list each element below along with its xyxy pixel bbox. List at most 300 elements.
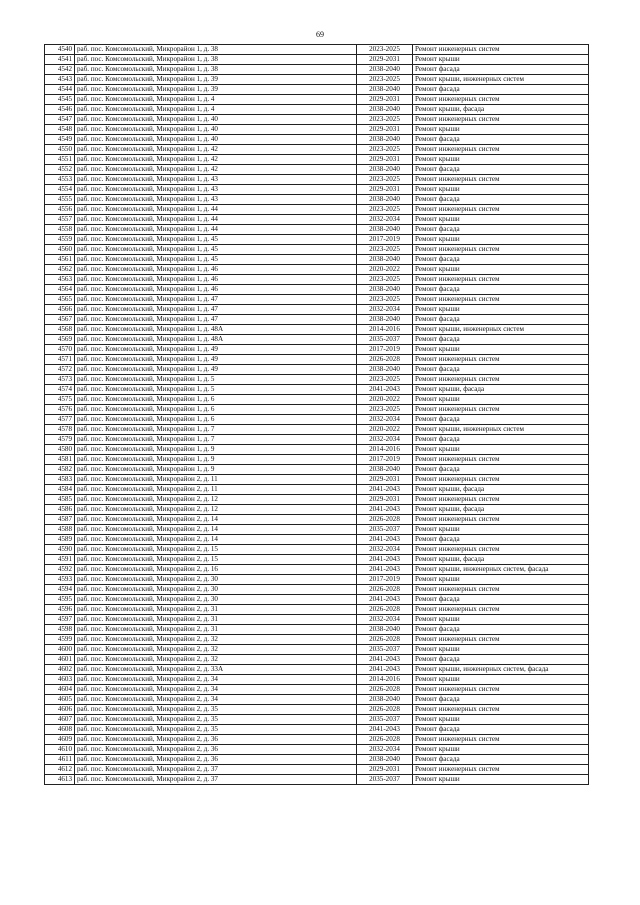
work-type-cell: Ремонт крыши	[413, 745, 589, 755]
period-cell: 2032-2034	[357, 305, 413, 315]
table-row	[45, 85, 589, 95]
table-row	[45, 345, 589, 355]
period-cell: 2041-2043	[357, 565, 413, 575]
row-number-cell: 4562	[45, 265, 75, 275]
work-type-cell: Ремонт крыши	[413, 395, 589, 405]
row-number-cell: 4552	[45, 165, 75, 175]
table-row	[45, 575, 589, 585]
address-cell: раб. пос. Комсомольский, Микрорайон 2, д. 11	[75, 485, 357, 495]
work-type-cell: Ремонт фасада	[413, 315, 589, 325]
row-number-cell: 4548	[45, 125, 75, 135]
table-row	[45, 635, 589, 645]
row-number-cell: 4599	[45, 635, 75, 645]
address-cell: раб. пос. Комсомольский, Микрорайон 1, д. 44	[75, 225, 357, 235]
work-type-cell: Ремонт фасада	[413, 255, 589, 265]
address-cell: раб. пос. Комсомольский, Микрорайон 1, д. 40	[75, 135, 357, 145]
work-type-cell: Ремонт фасада	[413, 85, 589, 95]
table-row	[45, 385, 589, 395]
row-number-cell: 4592	[45, 565, 75, 575]
row-number-cell: 4572	[45, 365, 75, 375]
work-type-cell: Ремонт крыши, инженерных систем	[413, 425, 589, 435]
table-row	[45, 155, 589, 165]
period-cell: 2023-2025	[357, 115, 413, 125]
period-cell: 2035-2037	[357, 525, 413, 535]
row-number-cell: 4567	[45, 315, 75, 325]
row-number-cell: 4609	[45, 735, 75, 745]
work-type-cell: Ремонт фасада	[413, 725, 589, 735]
row-number-cell: 4603	[45, 675, 75, 685]
table-row	[45, 505, 589, 515]
address-cell: раб. пос. Комсомольский, Микрорайон 1, д. 43	[75, 175, 357, 185]
work-type-cell: Ремонт фасада	[413, 655, 589, 665]
row-number-cell: 4613	[45, 775, 75, 785]
table-row	[45, 515, 589, 525]
address-cell: раб. пос. Комсомольский, Микрорайон 2, д. 15	[75, 545, 357, 555]
row-number-cell: 4594	[45, 585, 75, 595]
address-cell: раб. пос. Комсомольский, Микрорайон 2, д. 34	[75, 695, 357, 705]
address-cell: раб. пос. Комсомольский, Микрорайон 2, д. 12	[75, 495, 357, 505]
period-cell: 2020-2022	[357, 265, 413, 275]
table-row	[45, 355, 589, 365]
address-cell: раб. пос. Комсомольский, Микрорайон 1, д. 45	[75, 255, 357, 265]
row-number-cell: 4556	[45, 205, 75, 215]
address-cell: раб. пос. Комсомольский, Микрорайон 2, д. 37	[75, 765, 357, 775]
table-row	[45, 315, 589, 325]
row-number-cell: 4571	[45, 355, 75, 365]
period-cell: 2017-2019	[357, 235, 413, 245]
work-type-cell: Ремонт крыши, фасада	[413, 555, 589, 565]
table-row	[45, 145, 589, 155]
table-row	[45, 605, 589, 615]
row-number-cell: 4608	[45, 725, 75, 735]
work-type-cell: Ремонт крыши	[413, 345, 589, 355]
row-number-cell: 4610	[45, 745, 75, 755]
work-type-cell: Ремонт крыши, инженерных систем, фасада	[413, 665, 589, 675]
address-cell: раб. пос. Комсомольский, Микрорайон 1, д. 9	[75, 465, 357, 475]
table-row	[45, 265, 589, 275]
work-type-cell: Ремонт крыши	[413, 715, 589, 725]
table-row	[45, 455, 589, 465]
address-cell: раб. пос. Комсомольский, Микрорайон 1, д. 43	[75, 185, 357, 195]
period-cell: 2038-2040	[357, 195, 413, 205]
address-cell: раб. пос. Комсомольский, Микрорайон 1, д. 45	[75, 245, 357, 255]
table-row	[45, 185, 589, 195]
repair-schedule-table	[44, 44, 589, 785]
period-cell: 2017-2019	[357, 345, 413, 355]
work-type-cell: Ремонт крыши, фасада	[413, 385, 589, 395]
row-number-cell: 4551	[45, 155, 75, 165]
work-type-cell: Ремонт фасада	[413, 65, 589, 75]
work-type-cell: Ремонт инженерных систем	[413, 455, 589, 465]
work-type-cell: Ремонт инженерных систем	[413, 705, 589, 715]
row-number-cell: 4565	[45, 295, 75, 305]
work-type-cell: Ремонт фасада	[413, 755, 589, 765]
table-row	[45, 395, 589, 405]
period-cell: 2023-2025	[357, 205, 413, 215]
table-row	[45, 305, 589, 315]
address-cell: раб. пос. Комсомольский, Микрорайон 2, д. 16	[75, 565, 357, 575]
row-number-cell: 4550	[45, 145, 75, 155]
table-row	[45, 415, 589, 425]
work-type-cell: Ремонт фасада	[413, 465, 589, 475]
period-cell: 2029-2031	[357, 765, 413, 775]
table-body	[45, 45, 589, 785]
table-row	[45, 245, 589, 255]
work-type-cell: Ремонт инженерных систем	[413, 375, 589, 385]
table-row	[45, 775, 589, 785]
table-row	[45, 175, 589, 185]
work-type-cell: Ремонт инженерных систем	[413, 145, 589, 155]
table-row	[45, 765, 589, 775]
row-number-cell: 4605	[45, 695, 75, 705]
table-row	[45, 275, 589, 285]
address-cell: раб. пос. Комсомольский, Микрорайон 1, д. 5	[75, 385, 357, 395]
row-number-cell: 4581	[45, 455, 75, 465]
work-type-cell: Ремонт инженерных систем	[413, 45, 589, 55]
row-number-cell: 4555	[45, 195, 75, 205]
work-type-cell: Ремонт инженерных систем	[413, 515, 589, 525]
period-cell: 2041-2043	[357, 595, 413, 605]
work-type-cell: Ремонт фасада	[413, 535, 589, 545]
row-number-cell: 4570	[45, 345, 75, 355]
table-row	[45, 465, 589, 475]
period-cell: 2038-2040	[357, 135, 413, 145]
row-number-cell: 4575	[45, 395, 75, 405]
period-cell: 2014-2016	[357, 675, 413, 685]
address-cell: раб. пос. Комсомольский, Микрорайон 1, д. 40	[75, 125, 357, 135]
table-row	[45, 375, 589, 385]
address-cell: раб. пос. Комсомольский, Микрорайон 1, д. 42	[75, 155, 357, 165]
period-cell: 2038-2040	[357, 315, 413, 325]
row-number-cell: 4566	[45, 305, 75, 315]
table-row	[45, 195, 589, 205]
address-cell: раб. пос. Комсомольский, Микрорайон 2, д. 14	[75, 515, 357, 525]
address-cell: раб. пос. Комсомольский, Микрорайон 2, д. 30	[75, 585, 357, 595]
work-type-cell: Ремонт крыши, инженерных систем, фасада	[413, 565, 589, 575]
table-row	[45, 285, 589, 295]
work-type-cell: Ремонт инженерных систем	[413, 735, 589, 745]
period-cell: 2023-2025	[357, 245, 413, 255]
address-cell: раб. пос. Комсомольский, Микрорайон 2, д. 31	[75, 615, 357, 625]
work-type-cell: Ремонт фасада	[413, 165, 589, 175]
period-cell: 2023-2025	[357, 75, 413, 85]
row-number-cell: 4540	[45, 45, 75, 55]
address-cell: раб. пос. Комсомольский, Микрорайон 1, д. 47	[75, 305, 357, 315]
address-cell: раб. пос. Комсомольский, Микрорайон 1, д. 38	[75, 65, 357, 75]
work-type-cell: Ремонт фасада	[413, 695, 589, 705]
work-type-cell: Ремонт инженерных систем	[413, 205, 589, 215]
work-type-cell: Ремонт крыши	[413, 265, 589, 275]
work-type-cell: Ремонт крыши	[413, 235, 589, 245]
work-type-cell: Ремонт инженерных систем	[413, 115, 589, 125]
row-number-cell: 4597	[45, 615, 75, 625]
row-number-cell: 4596	[45, 605, 75, 615]
work-type-cell: Ремонт инженерных систем	[413, 275, 589, 285]
work-type-cell: Ремонт крыши	[413, 775, 589, 785]
period-cell: 2041-2043	[357, 655, 413, 665]
period-cell: 2020-2022	[357, 395, 413, 405]
address-cell: раб. пос. Комсомольский, Микрорайон 2, д. 30	[75, 595, 357, 605]
row-number-cell: 4587	[45, 515, 75, 525]
address-cell: раб. пос. Комсомольский, Микрорайон 2, д. 35	[75, 715, 357, 725]
work-type-cell: Ремонт крыши	[413, 675, 589, 685]
work-type-cell: Ремонт крыши	[413, 215, 589, 225]
table-row	[45, 475, 589, 485]
period-cell: 2038-2040	[357, 285, 413, 295]
row-number-cell: 4601	[45, 655, 75, 665]
work-type-cell: Ремонт крыши, инженерных систем	[413, 75, 589, 85]
period-cell: 2035-2037	[357, 335, 413, 345]
address-cell: раб. пос. Комсомольский, Микрорайон 2, д. 36	[75, 755, 357, 765]
period-cell: 2038-2040	[357, 85, 413, 95]
period-cell: 2038-2040	[357, 105, 413, 115]
table-row	[45, 255, 589, 265]
row-number-cell: 4595	[45, 595, 75, 605]
period-cell: 2038-2040	[357, 755, 413, 765]
work-type-cell: Ремонт инженерных систем	[413, 635, 589, 645]
period-cell: 2023-2025	[357, 45, 413, 55]
address-cell: раб. пос. Комсомольский, Микрорайон 2, д. 35	[75, 725, 357, 735]
table-row	[45, 435, 589, 445]
address-cell: раб. пос. Комсомольский, Микрорайон 1, д. 44	[75, 215, 357, 225]
table-row	[45, 45, 589, 55]
row-number-cell: 4558	[45, 225, 75, 235]
row-number-cell: 4541	[45, 55, 75, 65]
row-number-cell: 4590	[45, 545, 75, 555]
address-cell: раб. пос. Комсомольский, Микрорайон 1, д. 6	[75, 405, 357, 415]
table-row	[45, 365, 589, 375]
period-cell: 2038-2040	[357, 165, 413, 175]
work-type-cell: Ремонт крыши, фасада	[413, 105, 589, 115]
row-number-cell: 4588	[45, 525, 75, 535]
address-cell: раб. пос. Комсомольский, Микрорайон 2, д. 31	[75, 605, 357, 615]
address-cell: раб. пос. Комсомольский, Микрорайон 1, д. 43	[75, 195, 357, 205]
row-number-cell: 4546	[45, 105, 75, 115]
row-number-cell: 4606	[45, 705, 75, 715]
row-number-cell: 4591	[45, 555, 75, 565]
period-cell: 2038-2040	[357, 65, 413, 75]
address-cell: раб. пос. Комсомольский, Микрорайон 2, д. 36	[75, 735, 357, 745]
period-cell: 2026-2028	[357, 705, 413, 715]
work-type-cell: Ремонт фасада	[413, 365, 589, 375]
work-type-cell: Ремонт крыши	[413, 305, 589, 315]
table-row	[45, 235, 589, 245]
work-type-cell: Ремонт инженерных систем	[413, 95, 589, 105]
period-cell: 2038-2040	[357, 365, 413, 375]
period-cell: 2032-2034	[357, 415, 413, 425]
table-row	[45, 65, 589, 75]
work-type-cell: Ремонт инженерных систем	[413, 585, 589, 595]
row-number-cell: 4553	[45, 175, 75, 185]
period-cell: 2032-2034	[357, 435, 413, 445]
address-cell: раб. пос. Комсомольский, Микрорайон 1, д. 38	[75, 55, 357, 65]
address-cell: раб. пос. Комсомольский, Микрорайон 1, д. 4	[75, 105, 357, 115]
period-cell: 2023-2025	[357, 275, 413, 285]
work-type-cell: Ремонт крыши, инженерных систем	[413, 325, 589, 335]
work-type-cell: Ремонт крыши, фасада	[413, 505, 589, 515]
row-number-cell: 4560	[45, 245, 75, 255]
address-cell: раб. пос. Комсомольский, Микрорайон 1, д. 49	[75, 355, 357, 365]
row-number-cell: 4584	[45, 485, 75, 495]
row-number-cell: 4554	[45, 185, 75, 195]
row-number-cell: 4574	[45, 385, 75, 395]
period-cell: 2029-2031	[357, 55, 413, 65]
period-cell: 2041-2043	[357, 555, 413, 565]
address-cell: раб. пос. Комсомольский, Микрорайон 1, д. 46	[75, 265, 357, 275]
period-cell: 2038-2040	[357, 625, 413, 635]
row-number-cell: 4579	[45, 435, 75, 445]
table-row	[45, 115, 589, 125]
address-cell: раб. пос. Комсомольский, Микрорайон 1, д. 39	[75, 75, 357, 85]
work-type-cell: Ремонт фасада	[413, 335, 589, 345]
table-row	[45, 225, 589, 235]
row-number-cell: 4604	[45, 685, 75, 695]
work-type-cell: Ремонт крыши, фасада	[413, 485, 589, 495]
address-cell: раб. пос. Комсомольский, Микрорайон 1, д. 49	[75, 345, 357, 355]
work-type-cell: Ремонт инженерных систем	[413, 245, 589, 255]
period-cell: 2029-2031	[357, 185, 413, 195]
address-cell: раб. пос. Комсомольский, Микрорайон 1, д. 7	[75, 435, 357, 445]
period-cell: 2041-2043	[357, 535, 413, 545]
table-row	[45, 725, 589, 735]
row-number-cell: 4549	[45, 135, 75, 145]
row-number-cell: 4544	[45, 85, 75, 95]
table-row	[45, 615, 589, 625]
table-row	[45, 135, 589, 145]
address-cell: раб. пос. Комсомольский, Микрорайон 1, д. 42	[75, 145, 357, 155]
work-type-cell: Ремонт фасада	[413, 595, 589, 605]
work-type-cell: Ремонт инженерных систем	[413, 405, 589, 415]
address-cell: раб. пос. Комсомольский, Микрорайон 2, д. 11	[75, 475, 357, 485]
page-number: 69	[316, 30, 324, 39]
row-number-cell: 4583	[45, 475, 75, 485]
table-row	[45, 55, 589, 65]
period-cell: 2017-2019	[357, 455, 413, 465]
period-cell: 2023-2025	[357, 295, 413, 305]
period-cell: 2029-2031	[357, 125, 413, 135]
period-cell: 2023-2025	[357, 375, 413, 385]
table-row	[45, 485, 589, 495]
work-type-cell: Ремонт крыши	[413, 525, 589, 535]
address-cell: раб. пос. Комсомольский, Микрорайон 1, д. 44	[75, 205, 357, 215]
period-cell: 2023-2025	[357, 175, 413, 185]
row-number-cell: 4576	[45, 405, 75, 415]
work-type-cell: Ремонт инженерных систем	[413, 355, 589, 365]
period-cell: 2035-2037	[357, 775, 413, 785]
address-cell: раб. пос. Комсомольский, Микрорайон 1, д. 39	[75, 85, 357, 95]
row-number-cell: 4598	[45, 625, 75, 635]
address-cell: раб. пос. Комсомольский, Микрорайон 2, д. 14	[75, 525, 357, 535]
row-number-cell: 4607	[45, 715, 75, 725]
address-cell: раб. пос. Комсомольский, Микрорайон 1, д. 9	[75, 455, 357, 465]
address-cell: раб. пос. Комсомольский, Микрорайон 2, д. 34	[75, 685, 357, 695]
work-type-cell: Ремонт инженерных систем	[413, 765, 589, 775]
period-cell: 2026-2028	[357, 605, 413, 615]
table-row	[45, 755, 589, 765]
table-row	[45, 655, 589, 665]
period-cell: 2014-2016	[357, 325, 413, 335]
period-cell: 2041-2043	[357, 725, 413, 735]
period-cell: 2038-2040	[357, 465, 413, 475]
table-row	[45, 445, 589, 455]
row-number-cell: 4582	[45, 465, 75, 475]
table-row	[45, 295, 589, 305]
work-type-cell: Ремонт фасада	[413, 285, 589, 295]
period-cell: 2026-2028	[357, 635, 413, 645]
work-type-cell: Ремонт крыши	[413, 55, 589, 65]
row-number-cell: 4578	[45, 425, 75, 435]
address-cell: раб. пос. Комсомольский, Микрорайон 2, д. 15	[75, 555, 357, 565]
work-type-cell: Ремонт крыши	[413, 645, 589, 655]
address-cell: раб. пос. Комсомольский, Микрорайон 1, д. 38	[75, 45, 357, 55]
row-number-cell: 4564	[45, 285, 75, 295]
table-row	[45, 105, 589, 115]
work-type-cell: Ремонт инженерных систем	[413, 495, 589, 505]
work-type-cell: Ремонт фасада	[413, 625, 589, 635]
table-row	[45, 665, 589, 675]
work-type-cell: Ремонт крыши	[413, 185, 589, 195]
period-cell: 2029-2031	[357, 495, 413, 505]
address-cell: раб. пос. Комсомольский, Микрорайон 2, д. 37	[75, 775, 357, 785]
row-number-cell: 4602	[45, 665, 75, 675]
period-cell: 2041-2043	[357, 505, 413, 515]
address-cell: раб. пос. Комсомольский, Микрорайон 1, д. 5	[75, 375, 357, 385]
table-row	[45, 685, 589, 695]
address-cell: раб. пос. Комсомольский, Микрорайон 2, д. 33А	[75, 665, 357, 675]
address-cell: раб. пос. Комсомольский, Микрорайон 1, д. 9	[75, 445, 357, 455]
work-type-cell: Ремонт инженерных систем	[413, 545, 589, 555]
period-cell: 2020-2022	[357, 425, 413, 435]
table-row	[45, 595, 589, 605]
row-number-cell: 4611	[45, 755, 75, 765]
address-cell: раб. пос. Комсомольский, Микрорайон 1, д. 4	[75, 95, 357, 105]
row-number-cell: 4612	[45, 765, 75, 775]
period-cell: 2026-2028	[357, 685, 413, 695]
table-row	[45, 545, 589, 555]
row-number-cell: 4585	[45, 495, 75, 505]
work-type-cell: Ремонт крыши	[413, 125, 589, 135]
table-row	[45, 95, 589, 105]
work-type-cell: Ремонт инженерных систем	[413, 605, 589, 615]
table-row	[45, 705, 589, 715]
address-cell: раб. пос. Комсомольский, Микрорайон 2, д. 31	[75, 625, 357, 635]
row-number-cell: 4577	[45, 415, 75, 425]
work-type-cell: Ремонт инженерных систем	[413, 175, 589, 185]
table-row	[45, 565, 589, 575]
work-type-cell: Ремонт инженерных систем	[413, 475, 589, 485]
address-cell: раб. пос. Комсомольский, Микрорайон 1, д. 6	[75, 395, 357, 405]
row-number-cell: 4589	[45, 535, 75, 545]
address-cell: раб. пос. Комсомольский, Микрорайон 1, д. 42	[75, 165, 357, 175]
table-row	[45, 535, 589, 545]
address-cell: раб. пос. Комсомольский, Микрорайон 2, д. 32	[75, 655, 357, 665]
period-cell: 2038-2040	[357, 695, 413, 705]
period-cell: 2032-2034	[357, 215, 413, 225]
row-number-cell: 4568	[45, 325, 75, 335]
table-row	[45, 335, 589, 345]
address-cell: раб. пос. Комсомольский, Микрорайон 1, д. 45	[75, 235, 357, 245]
row-number-cell: 4569	[45, 335, 75, 345]
row-number-cell: 4557	[45, 215, 75, 225]
address-cell: раб. пос. Комсомольский, Микрорайон 1, д. 7	[75, 425, 357, 435]
address-cell: раб. пос. Комсомольский, Микрорайон 2, д. 30	[75, 575, 357, 585]
work-type-cell: Ремонт фасада	[413, 135, 589, 145]
work-type-cell: Ремонт фасада	[413, 195, 589, 205]
period-cell: 2026-2028	[357, 585, 413, 595]
table-row	[45, 405, 589, 415]
row-number-cell: 4542	[45, 65, 75, 75]
period-cell: 2038-2040	[357, 225, 413, 235]
